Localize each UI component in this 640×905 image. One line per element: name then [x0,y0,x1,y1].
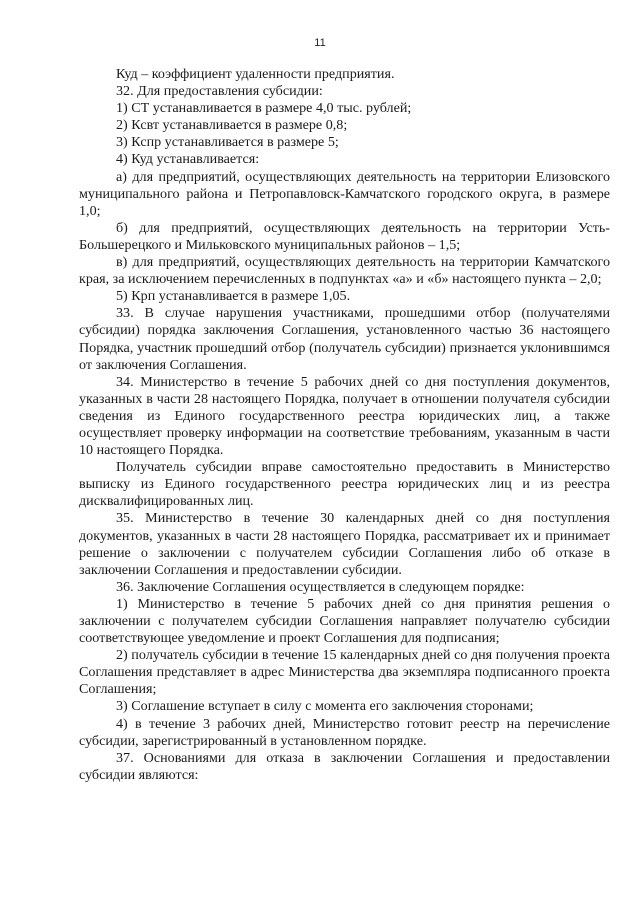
paragraph: 35. Министерство в течение 30 календарных дней со дня поступления документов, указанных в части 28 настоящего Порядка, рассматривает их и принимает решение о заключении с получателем субсидии Соглашения либо об отказе в заключении Соглашения и предоставлении субсидии. [79,510,610,578]
page-number: 11 [314,37,326,49]
paragraph: 2) получатель субсидии в течение 15 календарных дней со дня получения проекта Соглашения представляет в адрес Министерства два экземпляра подписанного проекта Соглашения; [79,647,610,698]
paragraph: в) для предприятий, осуществляющих деятельность на территории Камчатского края, за исключением перечисленных в подпунктах «а» и «б» настоящего пункта – 2,0; [79,254,610,288]
paragraph: 32. Для предоставления субсидии: [116,83,323,100]
paragraph: 37. Основаниями для отказа в заключении Соглашения и предоставлении субсидии являются: [79,749,610,783]
paragraph: 2) Ксвт устанавливается в размере 0,8; [116,117,348,134]
paragraph: 36. Заключение Соглашения осуществляется в следующем порядке: [116,578,525,595]
paragraph: Куд – коэффициент удаленности предприятия. [116,66,395,82]
paragraph: 3) Кспр устанавливается в размере 5; [116,134,339,151]
document-body [79,66,610,784]
paragraph: 34. Министерство в течение 5 рабочих дней со дня поступления документов, указанных в части 28 настоящего Порядка, получает в отношении получателя субсидии сведения из Единого государственного реестра юридических лиц, а также осуществляет проверку информации на соответствие требованиям, указанным в части 10 настоящего Порядка. [79,373,610,459]
paragraph: 1) Министерство в течение 5 рабочих дней со дня принятия решения о заключении с получателем субсидии Соглашения направляет получателю субсидии соответствующее уведомление и проект Соглашения для подписания; [79,595,610,647]
paragraph: 4) Куд устанавливается: [116,151,260,168]
paragraph: 1) СТ устанавливается в размере 4,0 тыс. рублей; [116,100,412,117]
paragraph: б) для предприятий, осуществляющих деятельность на территории Усть-Большерецкого и Мильковского муниципальных районов – 1,5; [79,219,610,253]
paragraph: Получатель субсидии вправе самостоятельно предоставить в Министерство выписку из Единого государственного реестра юридических лиц и из реестра дисквалифицированных лиц. [79,459,610,510]
paragraph: 33. В случае нарушения участниками, прошедшими отбор (получателями субсидии) порядка заключения Соглашения, установленного частью 36 настоящего Порядка, участник прошедший отбор (получатель субсидии) признается уклонившимся от заключения Соглашения. [79,305,610,373]
paragraph: 3) Соглашение вступает в силу с момента его заключения сторонами; [116,698,534,715]
paragraph: 5) Крп устанавливается в размере 1,05. [116,288,351,305]
paragraph: 4) в течение 3 рабочих дней, Министерство готовит реестр на перечисление субсидии, зарегистрированный в установленном порядке. [79,715,610,749]
paragraph: а) для предприятий, осуществляющих деятельность на территории Елизовского муниципального района и Петропавловск-Камчатского городского округа, в размере 1,0; [79,168,610,219]
